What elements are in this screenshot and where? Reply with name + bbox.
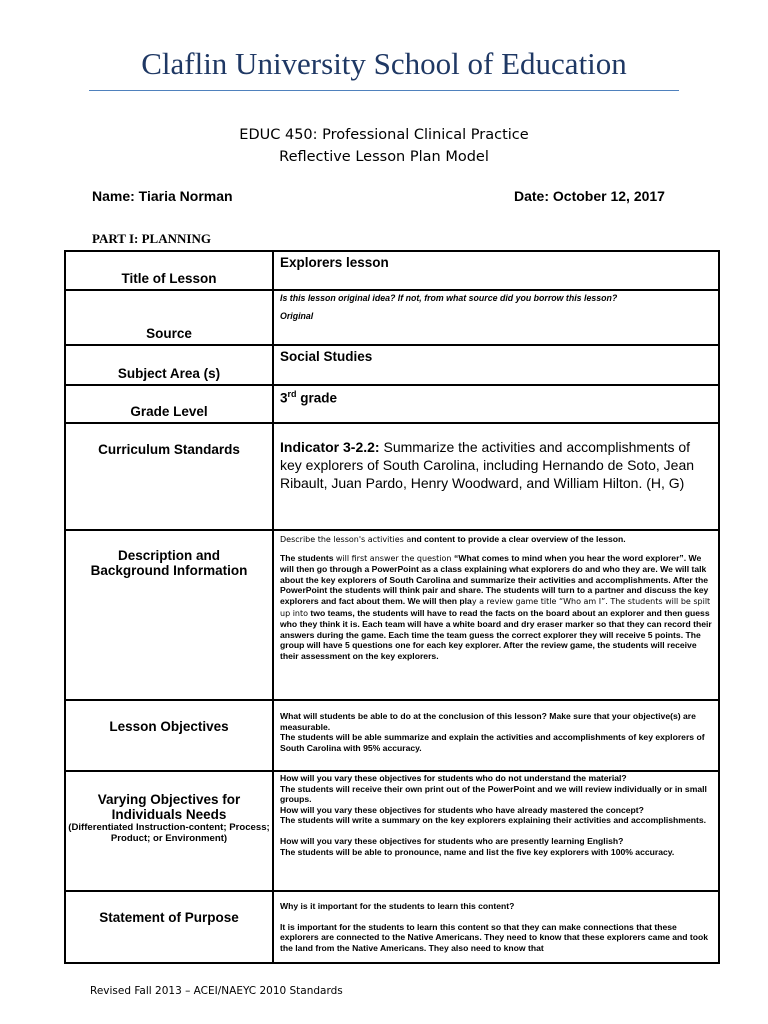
title-divider <box>89 90 679 91</box>
table-row-objectives <box>65 700 719 771</box>
course-title: EDUC 450: Professional Clinical Practice <box>239 127 529 143</box>
label-grade: Grade Level <box>65 385 273 423</box>
value-title: Explorers lesson <box>273 251 719 290</box>
table-row-purpose <box>65 891 719 963</box>
value-varying: How will you vary these objectives for students who do not understand the material? The students will receive their own print out of the PowerPoint and we will review individually or in small groups. How will you vary these objectives for students who have already mastered the concept? The students will write a summary on the key explorers explaining their activities and accomplishments. How will you vary these objectives for students who are presently learning English? The students will be able to pronounce, name and list the five key explorers with 100% accuracy. <box>273 771 719 891</box>
course-heading <box>0 124 768 168</box>
label-title: Title of Lesson <box>65 251 273 290</box>
label-description: Description and Background Information <box>65 530 273 700</box>
table-row-grade <box>65 385 719 423</box>
value-subject: Social Studies <box>273 345 719 385</box>
lesson-plan-table <box>64 250 720 964</box>
lesson-date: Date: October 12, 2017 <box>514 188 665 204</box>
part-heading: PART I: PLANNING <box>92 231 211 246</box>
value-grade: 3rd grade <box>273 385 719 423</box>
page-title: Claflin University School of Education <box>141 46 627 81</box>
value-purpose: Why is it important for the students to learn this content? It is important for the students to learn this content so that they can make connections that these explorers are connected to the Native Americans. They need to know that these explorers came and took the land from the Native Americans. They also need to know that <box>273 891 719 963</box>
table-row-title <box>65 251 719 290</box>
value-description: Describe the lesson's activities and content to provide a clear overview of the lesson. The students will first answer the question “What comes to mind when you hear the word explorer”. We will then go through a PowerPoint as a class explaining what explorers do and who they are. We will talk about the key explorers of South Carolina and summarize their activities and accomplishments. After the PowerPoint the students will think pair and share. The students will turn to a partner and discuss the key explorers and fact about them. We will then play a review game title “Who am I”. The students will be spilt up into two teams, the students will have to read the facts on the board about an explorer and then guess who they think it is. Each team will have a white board and dry eraser marker so that they can record their answers during the game. Each time the team guess the correct explorer they will receive 5 points. The group will have 5 questions one for each key explorer. After the review game, the students will receive their assessment on the key explorers. <box>273 530 719 700</box>
student-name: Name: Tiaria Norman <box>92 188 233 204</box>
value-source: Is this lesson original idea? If not, from what source did you borrow this lesson? Original <box>273 290 719 345</box>
label-purpose: Statement of Purpose <box>65 891 273 963</box>
value-standards: Indicator 3-2.2: Summarize the activities and accomplishments of key explorers of South Carolina, including Hernando de Soto, Jean Ribault, Juan Pardo, Henry Woodward, and William Hilton. (H, G) <box>273 423 719 530</box>
label-standards: Curriculum Standards <box>65 423 273 530</box>
label-varying: Varying Objectives for Individuals Needs (Differentiated Instruction-content; Process; Product; or Environment) <box>65 771 273 891</box>
table-row-source <box>65 290 719 345</box>
model-title: Reflective Lesson Plan Model <box>279 149 489 165</box>
table-row-standards <box>65 423 719 530</box>
value-objectives: What will students be able to do at the conclusion of this lesson? Make sure that your objective(s) are measurable. The students will be able summarize and explain the activities and accomplishments of key explorers of South Carolina with 95% accuracy. <box>273 700 719 771</box>
table-row-description <box>65 530 719 700</box>
table-row-subject <box>65 345 719 385</box>
page-footer: Revised Fall 2013 – ACEI/NAEYC 2010 Standards <box>90 985 343 997</box>
label-objectives: Lesson Objectives <box>65 700 273 771</box>
label-source: Source <box>65 290 273 345</box>
label-subject: Subject Area (s) <box>65 345 273 385</box>
table-row-varying <box>65 771 719 891</box>
